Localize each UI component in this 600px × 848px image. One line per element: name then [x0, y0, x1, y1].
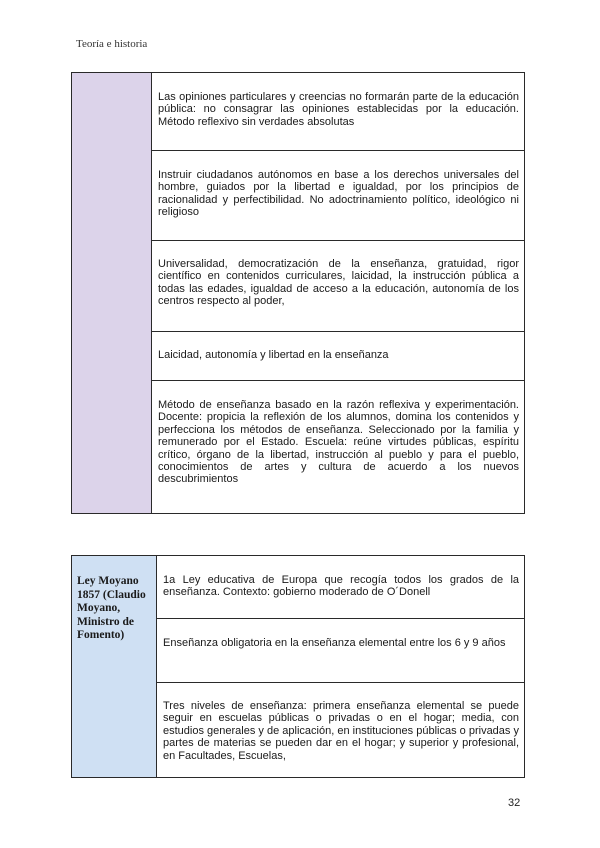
- table-ley-moyano: [71, 555, 525, 778]
- table-cell: [157, 556, 525, 619]
- cell-text: Laicidad, autonomía y libertad en la enseñanza: [158, 349, 389, 361]
- table-row: [72, 556, 525, 619]
- cell-text: Universalidad, democratización de la enseñanza, gratuidad, rigor científico en contenidos curriculares, laicidad, la instrucción pública a todas las edades, igualdad de acceso a la educación, autonomía de los centros respecto al poder,: [158, 258, 519, 308]
- table-cell: [152, 151, 525, 241]
- cell-text: Método de enseñanza basado en la razón reflexiva y experimentación. Docente: propicia la reflexión de los alumnos, domina los contenidos y perfecciona los métodos de enseñanza. Seleccionado por la familia y remunerado por el Estado. Escuela: reúne virtudes públicas, espíritu crítico, órgano de la libertad, instrucción al pueblo y para el pueblo, conocimientos de artes y cultura de acuerdo a los nuevos descubrimientos: [158, 399, 519, 486]
- label-cell: [72, 556, 157, 778]
- cell-text: 1a Ley educativa de Europa que recogía todos los grados de la enseñanza. Contexto: gobierno moderado de O´Donell: [163, 574, 519, 599]
- cell-text: Tres niveles de enseñanza: primera enseñanza elemental se puede seguir en escuelas públicas o privadas o en el hogar; media, con estudios generales y de aplicación, en instituciones públicas o privadas y partes de materias se pueden dar en el hogar; y superior y profesional, en Facultades, Escuelas,: [163, 700, 519, 762]
- label-cell: [72, 73, 152, 514]
- table-cell: [157, 683, 525, 778]
- cell-text: Enseñanza obligatoria en la enseñanza elemental entre los 6 y 9 años: [163, 637, 506, 649]
- table-principles: [71, 72, 525, 514]
- cell-text: Instruir ciudadanos autónomos en base a los derechos universales del hombre, guiados por la libertad e igualdad, por los principios de racionalidad y perfectibilidad. No adoctrinamiento político, ideológico ni religioso: [158, 169, 519, 219]
- cell-text: Las opiniones particulares y creencias no formarán parte de la educación pública: no consagrar las opiniones establecidas por la educación. Método reflexivo sin verdades absolutas: [158, 91, 519, 128]
- table-cell: [152, 241, 525, 332]
- table-row: [72, 73, 525, 151]
- table-cell: [152, 332, 525, 381]
- law-label: Ley Moyano 1857 (Claudio Moyano, Ministro de Fomento): [77, 575, 146, 641]
- table-cell: [152, 73, 525, 151]
- table-cell: [157, 619, 525, 683]
- table-cell: [152, 381, 525, 514]
- page-number: 32: [508, 797, 521, 809]
- running-header: Teoría e historia: [76, 38, 148, 50]
